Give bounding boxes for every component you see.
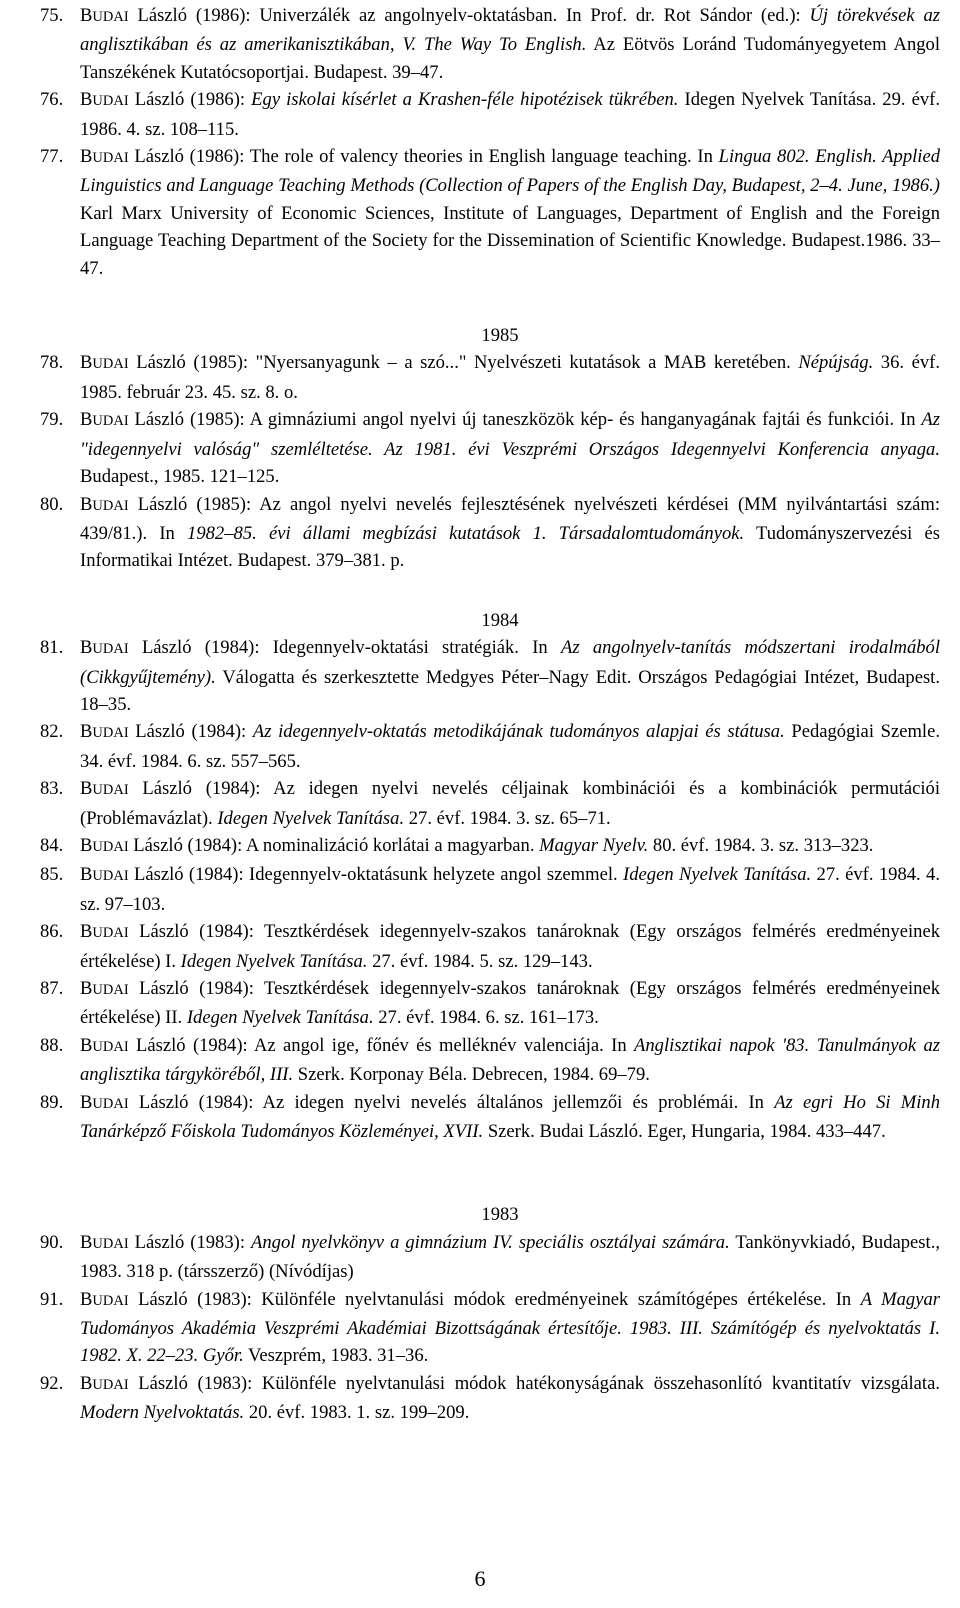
bibliography <box>40 2 940 1427</box>
entry-text: UDAI <box>92 868 129 885</box>
entry-text: Tudományszervezési és Informatikai Intézet. Budapest. 379‒381. p. <box>80 522 940 572</box>
entry-number: 86. <box>40 921 64 943</box>
entry-text: UDAI <box>92 725 129 742</box>
entry-text: UDAI <box>92 150 129 167</box>
entry-text: Budapest., 1985. 121‒125. <box>80 466 280 488</box>
entry-number: 84. <box>40 834 64 856</box>
entry-title-italic: Anglisztikai napok '83. Tanulmányok az anglisztika tárgyköréből, III. <box>80 1034 940 1086</box>
entry-text: Szerk. Korponay Béla. Debrecen, 1984. 69‒79. <box>293 1064 650 1086</box>
bibliography-entry <box>40 86 940 143</box>
entry-number: 75. <box>40 5 64 26</box>
entry-text: UDAI <box>92 356 129 373</box>
entry-text: László (1985): A gimnáziumi angol nyelvi új taneszközök kép- és hanganyagának fajtái és funkciói. In <box>128 409 922 431</box>
entry-text: 27. évf. 1984. 4. sz. 97‒103. <box>80 864 940 915</box>
entry-text: László (1985): "Nyersanyagunk ‒ a szó..." Nyelvészeti kutatások a MAB keretében. <box>128 352 799 374</box>
entry-text: László (1984): Az idegen nyelvi nevelés általános jellemzői és problémái. In <box>128 1091 775 1113</box>
entry-text: UDAI <box>92 782 129 799</box>
entry-number: 87. <box>40 978 64 999</box>
bibliography-entry <box>40 634 940 718</box>
entry-text: László (1984): Az idegen nyelvi nevelés céljainak kombinációi és a kombinációk permutációi (Problémavázlat). <box>80 778 940 829</box>
entry-title-italic: Idegen Nyelvek Tanítása. <box>180 950 368 972</box>
entry-text: UDAI <box>92 497 129 514</box>
entry-text: B <box>80 1034 93 1056</box>
entry-text: László (1986): <box>128 89 252 111</box>
entry-number: 81. <box>40 637 64 659</box>
entry-text: B <box>80 493 93 515</box>
entry-text: 27. évf. 1984. 6. sz. 161‒173. <box>373 1007 599 1029</box>
bibliography-entry <box>40 1229 940 1286</box>
entry-number: 76. <box>40 89 64 111</box>
entry-text: 20. évf. 1983. 1. sz. 199‒209. <box>244 1402 470 1424</box>
entry-title-italic: Új törekvések az anglisztikában és az amerikanisztikában, V. The Way To English. <box>80 5 940 56</box>
entry-title-italic: Lingua 802. English. Applied Linguistics and Language Teaching Methods (Collection of Papers of the English Day, Budapest, 2‒4. June, 1986.) <box>80 146 940 197</box>
bibliography-entry <box>40 2 940 86</box>
entry-text: László (1984): Idegennyelv-oktatási stratégiák. In <box>128 637 561 659</box>
entry-title-italic: Idegen Nyelvek Tanítása. <box>623 864 812 886</box>
entry-title-italic: A Magyar Tudományos Akadémia Veszprémi Akadémiai Bizottságának értesítője. 1983. III. Számítógép és nyelvoktatás I. 1982. X. 22‒23. Győr. <box>80 1288 940 1367</box>
entry-title-italic: Egy iskolai kísérlet a Krashen-féle hipotézisek tükrében. <box>251 89 679 111</box>
entry-text: B <box>80 5 93 26</box>
entry-text: Szerk. Budai László. Eger, Hungaria, 1984. 433‒447. <box>483 1121 886 1143</box>
bibliography-entry <box>40 1370 940 1427</box>
entry-number: 78. <box>40 352 64 374</box>
entry-title-italic: Idegen Nyelvek Tanítása. <box>186 1007 374 1029</box>
bibliography-entry <box>40 143 940 282</box>
bibliography-entry <box>40 918 940 975</box>
entry-title-italic: Modern Nyelvoktatás. <box>80 1402 245 1424</box>
entries-1985 <box>40 349 940 574</box>
entry-text: László (1983): Különféle nyelvtanulási módok hatékonyságának összehasonlító kvantitatív vizsgálata. <box>128 1372 940 1394</box>
entries-1983 <box>40 1229 940 1427</box>
entry-text: UDAI <box>92 1376 129 1393</box>
bibliography-entry <box>40 975 940 1032</box>
entry-text: UDAI <box>92 9 129 25</box>
bibliography-entry <box>40 1089 940 1146</box>
entry-text: László (1984): Az angol ige, főnév és melléknév valenciája. In <box>128 1034 635 1056</box>
year-heading-1984: 1984 <box>481 609 519 631</box>
entry-text: Veszprém, 1983. 31‒36. <box>243 1345 429 1367</box>
entry-text: 36. évf. 1985. február 23. 45. sz. 8. o. <box>80 352 940 403</box>
entry-text: Idegen Nyelvek Tanítása. 29. évf. 1986. 4. sz. 108‒115. <box>80 89 940 140</box>
entry-number: 85. <box>40 864 64 886</box>
entry-text: UDAI <box>92 1235 129 1252</box>
entry-text: László (1986): The role of valency theories in English language teaching. In <box>128 146 719 168</box>
bibliography-entry <box>40 832 940 861</box>
bibliography-entry <box>40 861 940 918</box>
entry-text: B <box>80 978 93 999</box>
entry-text: Pedagógiai Szemle. 34. évf. 1984. 6. sz. 557‒565. <box>80 721 940 772</box>
entry-text: B <box>80 1231 93 1253</box>
entry-text: B <box>80 834 93 856</box>
bibliography-entry <box>40 718 940 775</box>
entry-text: Tankönyvkiadó, Budapest., 1983. 318 p. (társszerző) (Nívódíjas) <box>80 1231 941 1283</box>
entry-title-italic: Az egri Ho Si Minh Tanárképző Főiskola Tudományos Közleményei, XVII. <box>80 1091 941 1143</box>
bibliography-entry <box>40 491 940 575</box>
entry-text: László (1984): Tesztkérdések idegennyelv-szakos tanároknak (Egy országos felmérés eredményeinek értékelése) II. <box>80 978 940 1029</box>
entry-number: 91. <box>40 1288 64 1310</box>
page-number: 6 <box>474 1566 486 1591</box>
entry-text: B <box>80 89 93 111</box>
entry-number: 77. <box>40 146 64 168</box>
entry-text: László (1986): Univerzálék az angolnyelv-oktatásban. In Prof. dr. Rot Sándor (ed.): <box>128 5 810 26</box>
entry-title-italic: Az idegennyelv-oktatás metodikájának tudományos alapjai és státusa. <box>252 721 785 743</box>
entry-number: 83. <box>40 778 64 800</box>
entry-title-italic: Idegen Nyelvek Tanítása. <box>217 807 405 829</box>
entry-text: László (1983): <box>128 1231 252 1253</box>
bibliography-entry <box>40 1032 940 1089</box>
bibliography-entry <box>40 406 940 490</box>
entry-title-italic: 1982‒85. évi állami megbízási kutatások 1. Társadalomtudományok. <box>187 522 745 544</box>
entries-1986 <box>40 2 940 282</box>
entry-text: László (1984): <box>128 721 253 743</box>
entry-text: UDAI <box>92 925 129 942</box>
entry-text: Karl Marx University of Economic Sciences, Institute of Languages, Department of English and the Foreign Language Teaching Department of the Society for the Dissemination of Scientific Knowledge. Budapest.1986. 33‒47. <box>80 202 940 279</box>
entries-1984 <box>40 634 940 1145</box>
entry-text: B <box>80 1288 93 1310</box>
entry-text: UDAI <box>92 1038 129 1055</box>
entry-text: UDAI <box>92 1095 129 1112</box>
entry-text: UDAI <box>92 982 129 998</box>
entry-text: B <box>80 921 93 943</box>
entry-title-italic: Angol nyelvkönyv a gimnázium IV. speciális osztályai számára. <box>251 1231 730 1253</box>
entry-number: 80. <box>40 493 64 515</box>
bibliography-entry <box>40 1286 940 1370</box>
bibliography-entry <box>40 775 940 832</box>
entry-text: László (1984): Tesztkérdések idegennyelv-szakos tanároknak (Egy országos felmérés eredményeinek értékelése) I. <box>80 921 940 972</box>
entry-number: 88. <box>40 1034 64 1056</box>
entry-text: Az Eötvös Loránd Tudományegyetem Angol Tanszékének Kutatócsoportjai. Budapest. 39‒47. <box>80 34 941 83</box>
entry-text: László (1983): Különféle nyelvtanulási módok eredményeinek számítógépes értékelése. In <box>128 1288 861 1310</box>
year-heading-1983: 1983 <box>481 1204 519 1226</box>
bibliography-entry <box>40 349 940 406</box>
entry-number: 92. <box>40 1372 64 1394</box>
entry-text: 27. évf. 1984. 3. sz. 65‒71. <box>404 807 611 829</box>
entry-text: B <box>80 778 93 800</box>
entry-title-italic: Az "idegennyelvi valóság" szemléltetése. Az 1981. évi Veszprémi Országos Idegennyelvi Konferencia anyaga. <box>80 409 940 460</box>
entry-number: 79. <box>40 409 64 431</box>
entry-text: B <box>80 1372 93 1394</box>
entry-text: László (1984): Idegennyelv-oktatásunk helyzete angol szemmel. <box>128 864 624 886</box>
entry-number: 90. <box>40 1231 64 1253</box>
entry-text: UDAI <box>92 413 129 430</box>
entry-text: B <box>80 409 93 431</box>
entry-text: 27. évf. 1984. 5. sz. 129‒143. <box>367 950 593 972</box>
entry-title-italic: Magyar Nyelv. <box>539 834 649 856</box>
entry-number: 82. <box>40 721 64 743</box>
entry-text: B <box>80 352 93 374</box>
entry-text: UDAI <box>92 838 129 855</box>
entry-text: 80. évf. 1984. 3. sz. 313‒323. <box>648 834 874 856</box>
entry-title-italic: Az angolnyelv-tanítás módszertani irodalmából (Cikkgyűjtemény). <box>80 637 940 688</box>
entry-text: B <box>80 637 93 659</box>
entry-text: UDAI <box>92 641 129 658</box>
entry-text: László (1984): A nominalizáció korlátai a magyarban. <box>128 834 540 856</box>
entry-number: 89. <box>40 1091 64 1113</box>
entry-text: UDAI <box>92 93 129 110</box>
entry-title-italic: Népújság. <box>798 352 874 374</box>
entry-text: B <box>80 721 93 743</box>
entry-text: László (1985): Az angol nyelvi nevelés fejlesztésének nyelvészeti kérdései (MM nyilvántartási szám: 439/81.). In <box>80 493 940 544</box>
entry-text: B <box>80 1091 93 1113</box>
entry-text: B <box>80 146 93 168</box>
entry-text: UDAI <box>92 1292 129 1309</box>
year-heading-1985: 1985 <box>481 325 519 347</box>
entry-text: Válogatta és szerkesztette Medgyes Péter‒Nagy Edit. Országos Pedagógiai Intézet, Budapest. 18‒35. <box>80 666 940 715</box>
entry-text: B <box>80 864 93 886</box>
